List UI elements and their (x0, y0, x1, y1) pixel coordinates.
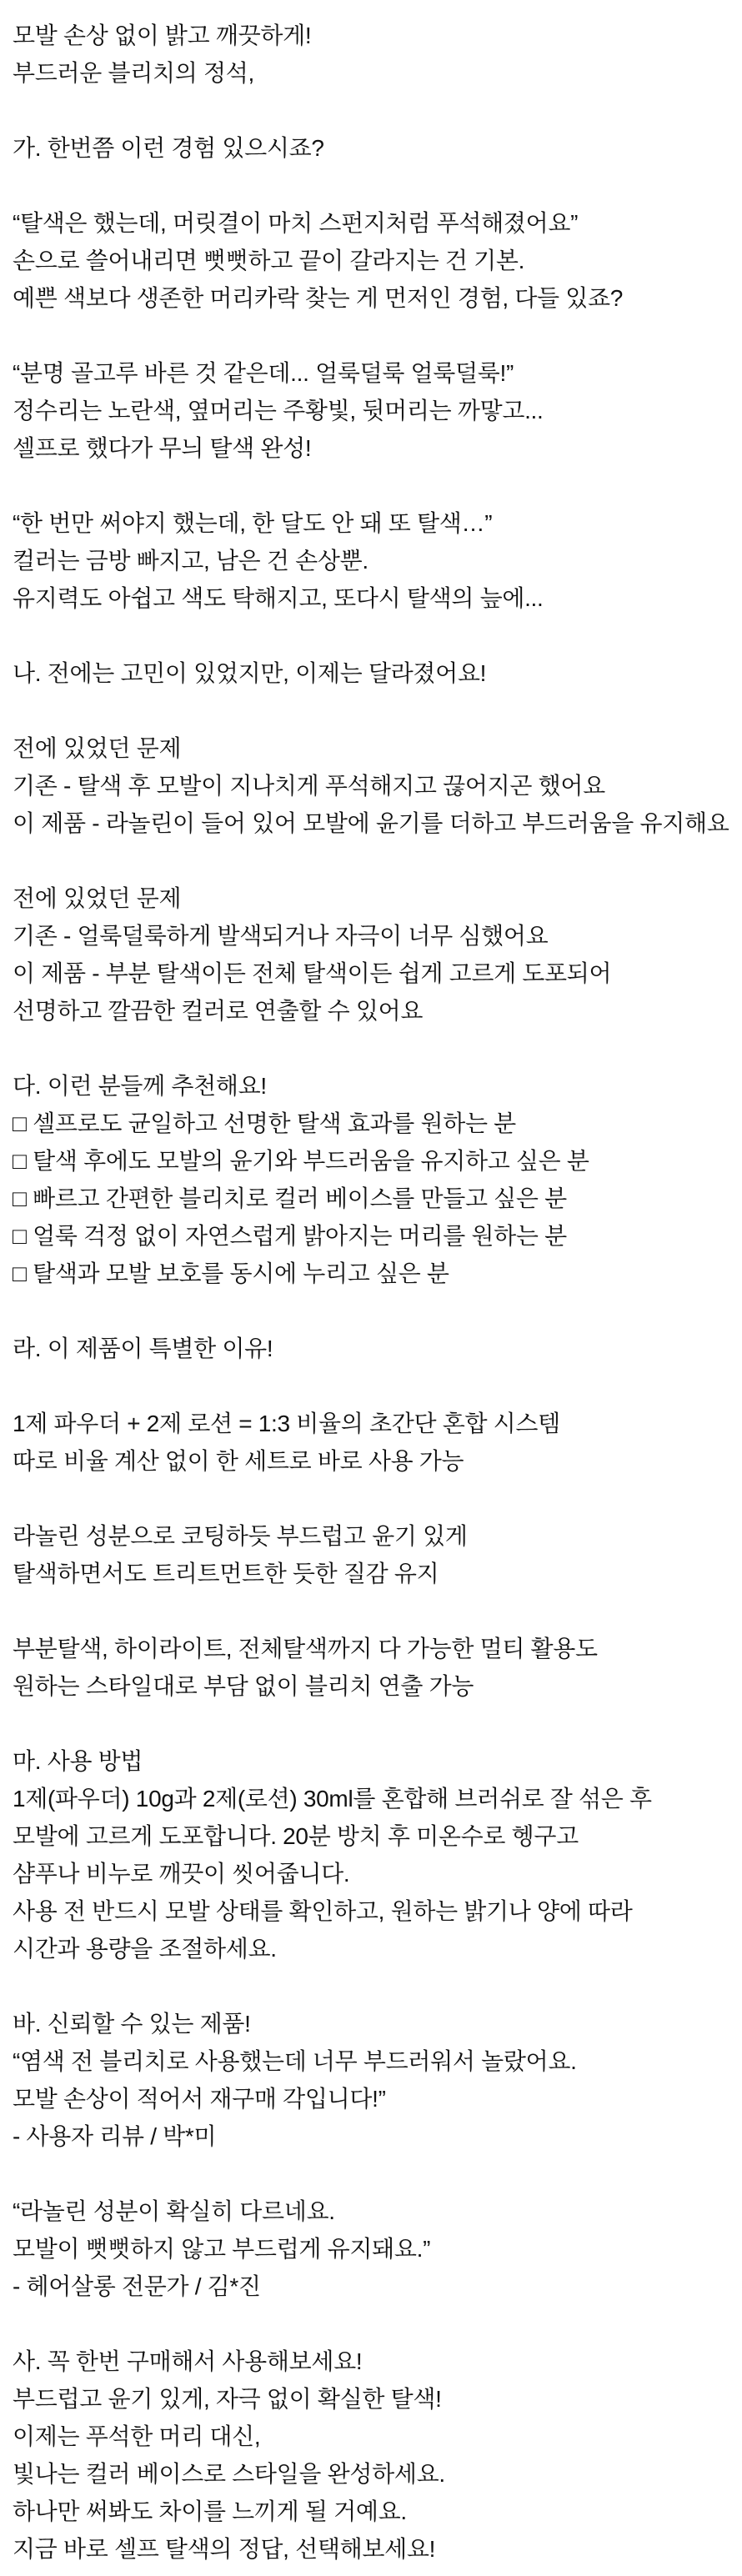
text-line: 정수리는 노란색, 옆머리는 주황빛, 뒷머리는 까맣고... (13, 398, 544, 423)
blank-line (13, 1367, 735, 1405)
section-heading-sa-cta (13, 2343, 735, 2568)
blank-line (13, 1592, 735, 1630)
section-problem-before-2 (13, 880, 735, 1030)
blank-line (13, 1480, 735, 1517)
text-line: 빛나는 컬러 베이스로 스타일을 완성하세요. (13, 2461, 445, 2487)
blank-line (13, 92, 735, 129)
section-intro-tagline (13, 17, 735, 92)
text-line: - 사용자 리뷰 / 박*미 (13, 2123, 217, 2149)
text-line: 라. 이 제품이 특별한 이유! (13, 1336, 273, 1361)
checklist-item: □ 탈색 후에도 모발의 윤기와 부드러움을 유지하고 싶은 분 (13, 1148, 589, 1174)
text-line: “염색 전 블리치로 사용했는데 너무 부드러워서 놀랐어요. (13, 2048, 577, 2074)
blank-line (13, 617, 735, 654)
text-line: 모발 손상 없이 밝고 깨끗하게! (13, 23, 312, 48)
text-line: 선명하고 깔끔한 컬러로 연출할 수 있어요 (13, 998, 424, 1024)
text-line: “분명 골고루 바른 것 같은데... 얼룩덜룩 얼룩덜룩!” (13, 360, 514, 386)
blank-line (13, 692, 735, 729)
text-line: 부드러운 블리치의 정석, (13, 60, 254, 86)
text-line: 기존 - 얼룩덜룩하게 발색되거나 자극이 너무 심했어요 (13, 923, 549, 949)
blank-line (13, 1705, 735, 1742)
section-problem-before-1 (13, 729, 735, 842)
text-line: 셀프로 했다가 무늬 탈색 완성! (13, 435, 312, 461)
blank-line (13, 2305, 735, 2343)
checklist-item: □ 얼룩 걱정 없이 자연스럽게 밝아지는 머리를 원하는 분 (13, 1223, 567, 1249)
section-review-2 (13, 2193, 735, 2305)
text-line: “탈색은 했는데, 머릿결이 마치 스펀지처럼 푸석해졌어요” (13, 210, 579, 236)
text-line: 모발 손상이 적어서 재구매 각입니다!” (13, 2086, 386, 2112)
text-line: 지금 바로 셀프 탈색의 정답, 선택해보세요! (13, 2536, 436, 2562)
section-heading-ba-trust-review-1 (13, 2005, 735, 2155)
blank-line (13, 317, 735, 354)
section-heading-da-recommend-checklist (13, 1067, 735, 1292)
text-line: “한 번만 써야지 했는데, 한 달도 안 돼 또 탈색…” (13, 510, 493, 536)
text-line: 가. 한번쯤 이런 경험 있으시죠? (13, 135, 324, 161)
text-line: 부분탈색, 하이라이트, 전체탈색까지 다 가능한 멀티 활용도 (13, 1636, 598, 1661)
text-line: 이제는 푸석한 머리 대신, (13, 2423, 261, 2449)
text-line: 유지력도 아쉽고 색도 탁해지고, 또다시 탈색의 늪에... (13, 585, 544, 611)
text-line: 하나만 써봐도 차이를 느끼게 될 거예요. (13, 2498, 407, 2524)
section-heading-ma-usage (13, 1742, 735, 1967)
text-line: 예쁜 색보다 생존한 머리카락 찾는 게 먼저인 경험, 다들 있죠? (13, 285, 624, 311)
text-line: 이 제품 - 부분 탈색이든 전체 탈색이든 쉽게 고르게 도포되어 (13, 960, 612, 986)
text-line: 사용 전 반드시 모발 상태를 확인하고, 원하는 밝기나 양에 따라 (13, 1898, 633, 1924)
text-line: 모발에 고르게 도포합니다. 20분 방치 후 미온수로 헹구고 (13, 1823, 579, 1849)
text-line: 시간과 용량을 조절하세요. (13, 1936, 277, 1962)
text-line: 다. 이런 분들께 추천해요! (13, 1073, 267, 1099)
section-heading-ga-experience (13, 129, 735, 167)
text-line: “라놀린 성분이 확실히 다르네요. (13, 2198, 335, 2224)
section-feature-mixing-system (13, 1405, 735, 1480)
text-line: 원하는 스타일대로 부담 없이 블리치 연출 가능 (13, 1673, 474, 1699)
text-line: 컬러는 금방 빠지고, 남은 건 손상뿐. (13, 548, 368, 574)
text-line: 따로 비율 계산 없이 한 세트로 바로 사용 가능 (13, 1448, 464, 1474)
section-experience-uneven (13, 354, 735, 467)
section-heading-na-changed (13, 654, 735, 692)
blank-line (13, 1292, 735, 1330)
text-line: 기존 - 탈색 후 모발이 지나치게 푸석해지고 끊어지곤 했어요 (13, 773, 605, 799)
text-line: 1제 파우더 + 2제 로션 = 1:3 비율의 초간단 혼합 시스템 (13, 1411, 560, 1436)
text-line: 모발이 뻣뻣하지 않고 부드럽게 유지돼요.” (13, 2236, 431, 2262)
blank-line (13, 1967, 735, 2005)
text-line: 부드럽고 윤기 있게, 자극 없이 확실한 탈색! (13, 2386, 442, 2412)
blank-line (13, 1030, 735, 1067)
blank-line (13, 167, 735, 204)
text-line: 마. 사용 방법 (13, 1748, 143, 1774)
text-line: 이 제품 - 라놀린이 들어 있어 모발에 윤기를 더하고 부드러움을 유지해요 (13, 810, 729, 836)
text-line: 바. 신뢰할 수 있는 제품! (13, 2011, 251, 2037)
text-line: 나. 전에는 고민이 있었지만, 이제는 달라졌어요! (13, 660, 487, 686)
checklist-item: □ 빠르고 간편한 블리치로 컬러 베이스를 만들고 싶은 분 (13, 1185, 567, 1211)
text-line: 손으로 쓸어내리면 뻣뻣하고 끝이 갈라지는 건 기본. (13, 248, 525, 273)
blank-line (13, 842, 735, 880)
text-line: 라놀린 성분으로 코팅하듯 부드럽고 윤기 있게 (13, 1523, 468, 1549)
text-line: 전에 있었던 문제 (13, 735, 182, 761)
section-heading-ra-special (13, 1330, 735, 1367)
blank-line (13, 2155, 735, 2193)
text-line: 사. 꼭 한번 구매해서 사용해보세요! (13, 2348, 363, 2374)
checklist-item: □ 탈색과 모발 보호를 동시에 누리고 싶은 분 (13, 1260, 449, 1286)
section-experience-repeat (13, 504, 735, 617)
text-line: 샴푸나 비누로 깨끗이 씻어줍니다. (13, 1861, 350, 1887)
text-line: 탈색하면서도 트리트먼트한 듯한 질감 유지 (13, 1561, 439, 1586)
section-feature-lanolin (13, 1517, 735, 1592)
text-line: - 헤어살롱 전문가 / 김*진 (13, 2273, 261, 2299)
text-line: 1제(파우더) 10g과 2제(로션) 30ml를 혼합해 브러쉬로 잘 섞은 후 (13, 1786, 652, 1812)
blank-line (13, 467, 735, 504)
checklist-item: □ 셀프로도 균일하고 선명한 탈색 효과를 원하는 분 (13, 1110, 516, 1136)
section-feature-multi-use (13, 1630, 735, 1705)
section-experience-damage (13, 204, 735, 317)
text-line: 전에 있었던 문제 (13, 885, 182, 911)
